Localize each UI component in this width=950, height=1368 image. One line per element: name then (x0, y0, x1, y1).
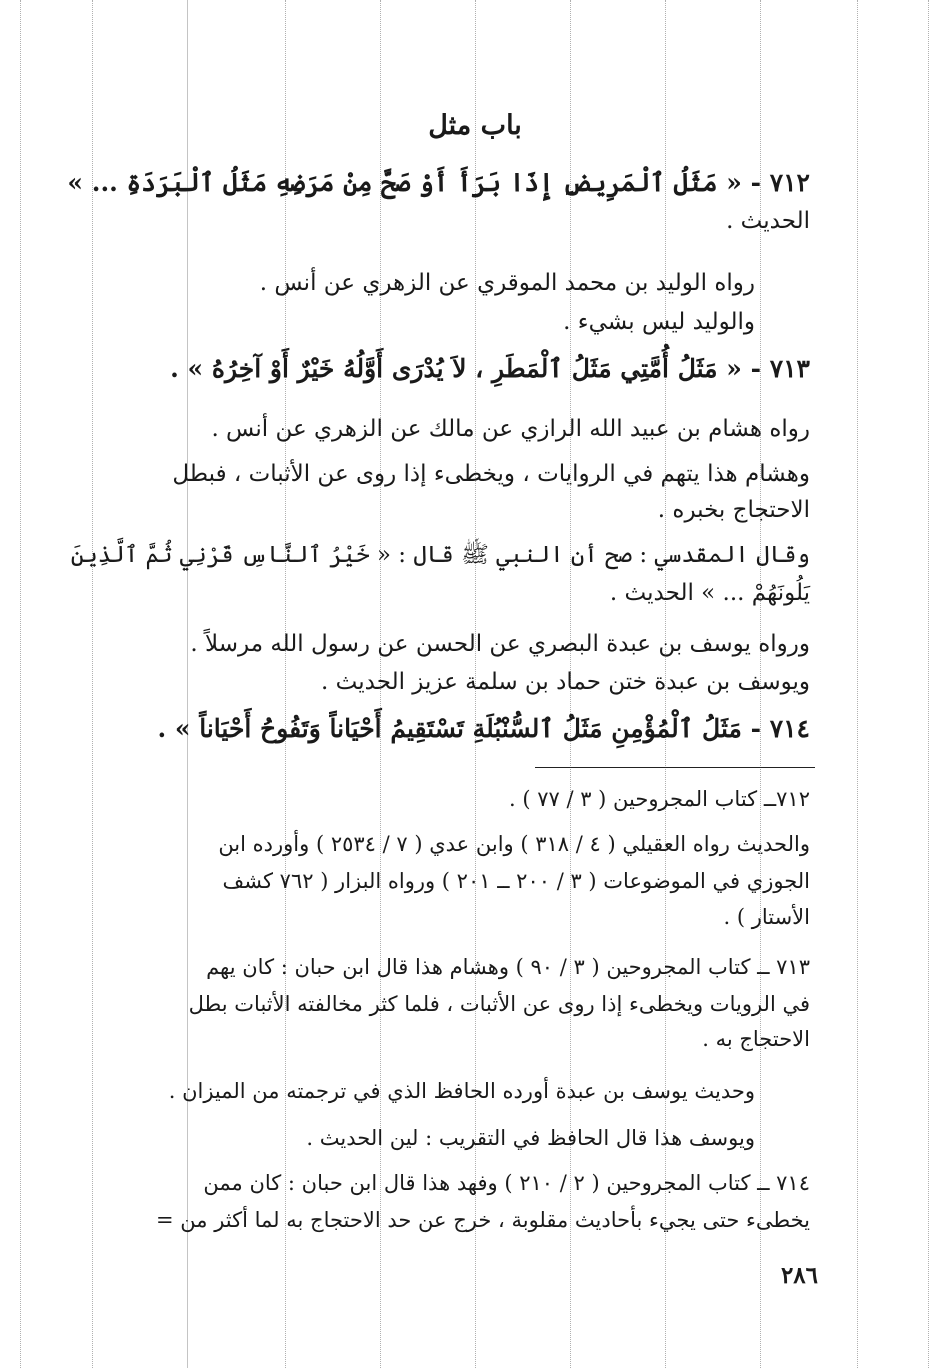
scan-grid-line (92, 0, 93, 1368)
footnote-line: الأستار ) . (723, 905, 810, 929)
page-number: ٢٨٦ (780, 1262, 818, 1289)
chapter-title: باب مثل (428, 110, 522, 141)
scan-grid-line (928, 0, 929, 1368)
footnote-separator (535, 767, 815, 768)
footnote-line: الاحتجاج به . (702, 1027, 810, 1051)
scan-grid-line (20, 0, 21, 1368)
footnote-line: الجوزي في الموضوعات ( ٣ / ٢٠٠ ــ ٢٠١ ) ورواه البزار ( ٧٦٢ كشف (222, 869, 810, 893)
hadith-713-heading: ٧١٣ - « مَثَلُ أُمَّتِي مَثَلُ ٱلْمَطَرِ ، لاَ يُدْرَى أَوَّلُهُ خَيْرٌ أَوْ آخِرُهُ » . (170, 354, 810, 383)
body-line: يَلُونَهُمْ ... » الحديث . (609, 580, 810, 606)
body-line: وهشام هذا يتهم في الروايات ، ويخطىء إذا روى عن الأثبات ، فبطل (172, 461, 810, 487)
body-line: ورواه يوسف بن عبدة البصري عن الحسن عن رسول الله مرسلاً . (190, 631, 810, 657)
body-line: والوليد ليس بشيء . (563, 309, 755, 335)
footnote-line: وحديث يوسف بن عبدة أورده الحافظ الذي في ترجمته من الميزان . (168, 1079, 755, 1103)
footnote-line: يخطىء حتى يجيء بأحاديث مقلوبة ، خرج عن حد الاحتجاج به لما أكثر من = (156, 1208, 810, 1232)
body-line: الحديث . (726, 208, 810, 234)
footnote-line: في الرويات ويخطىء إذا روى عن الأثبات ، فلما كثر مخالفته الأثبات بطل (188, 992, 810, 1016)
footnote-line: ٧١٣ ــ كتاب المجروحين ( ٣ / ٩٠ ) وهشام هذا قال ابن حبان : كان يهم (206, 955, 810, 979)
hadith-714-heading: ٧١٤ - مَثَلُ ٱلْمُؤْمِنِ مَثَلُ ٱلسُّنْبُلَةِ تَسْتَقِيمُ أَحْيَاناً وَتَفُوحُ أَحْيَاناً » . (157, 714, 810, 743)
hadith-712-heading: ٧١٢ - « مَثَلُ ٱلْمَرِيضِ إِذَا بَرَأَ أَوْ صَحَّ مِنْ مَرَضِهِ مَثَلُ ٱلْبَرَدَةِ ... » (67, 168, 810, 197)
scan-grid-line (857, 0, 858, 1368)
footnote-line: ٧١٢ــ كتاب المجروحين ( ٣ / ٧٧ ) . (508, 787, 810, 811)
body-line: رواه هشام بن عبيد الله الرازي عن مالك عن الزهري عن أنس . (211, 416, 810, 442)
body-line: رواه الوليد بن محمد الموقري عن الزهري عن أنس . (259, 270, 755, 296)
body-line: الاحتجاج بخبره . (657, 497, 810, 523)
body-line: ويوسف بن عبدة ختن حماد بن سلمة عزيز الحديث . (321, 669, 810, 695)
body-line: وقال المقدسي : صح أن النبي ﷺ قال : « خَيْرُ ٱلنَّاسِ قَرْنِي ثُمَّ ٱلَّذِينَ (70, 542, 810, 568)
footnote-line: ٧١٤ ــ كتاب المجروحين ( ٢ / ٢١٠ ) وفهد هذا قال ابن حبان : كان ممن (203, 1171, 810, 1195)
footnote-line: والحديث رواه العقيلي ( ٤ / ٣١٨ ) وابن عدي ( ٧ / ٢٥٣٤ ) وأورده ابن (218, 832, 810, 856)
footnote-line: ويوسف هذا قال الحافظ في التقريب : لين الحديث . (306, 1126, 755, 1150)
